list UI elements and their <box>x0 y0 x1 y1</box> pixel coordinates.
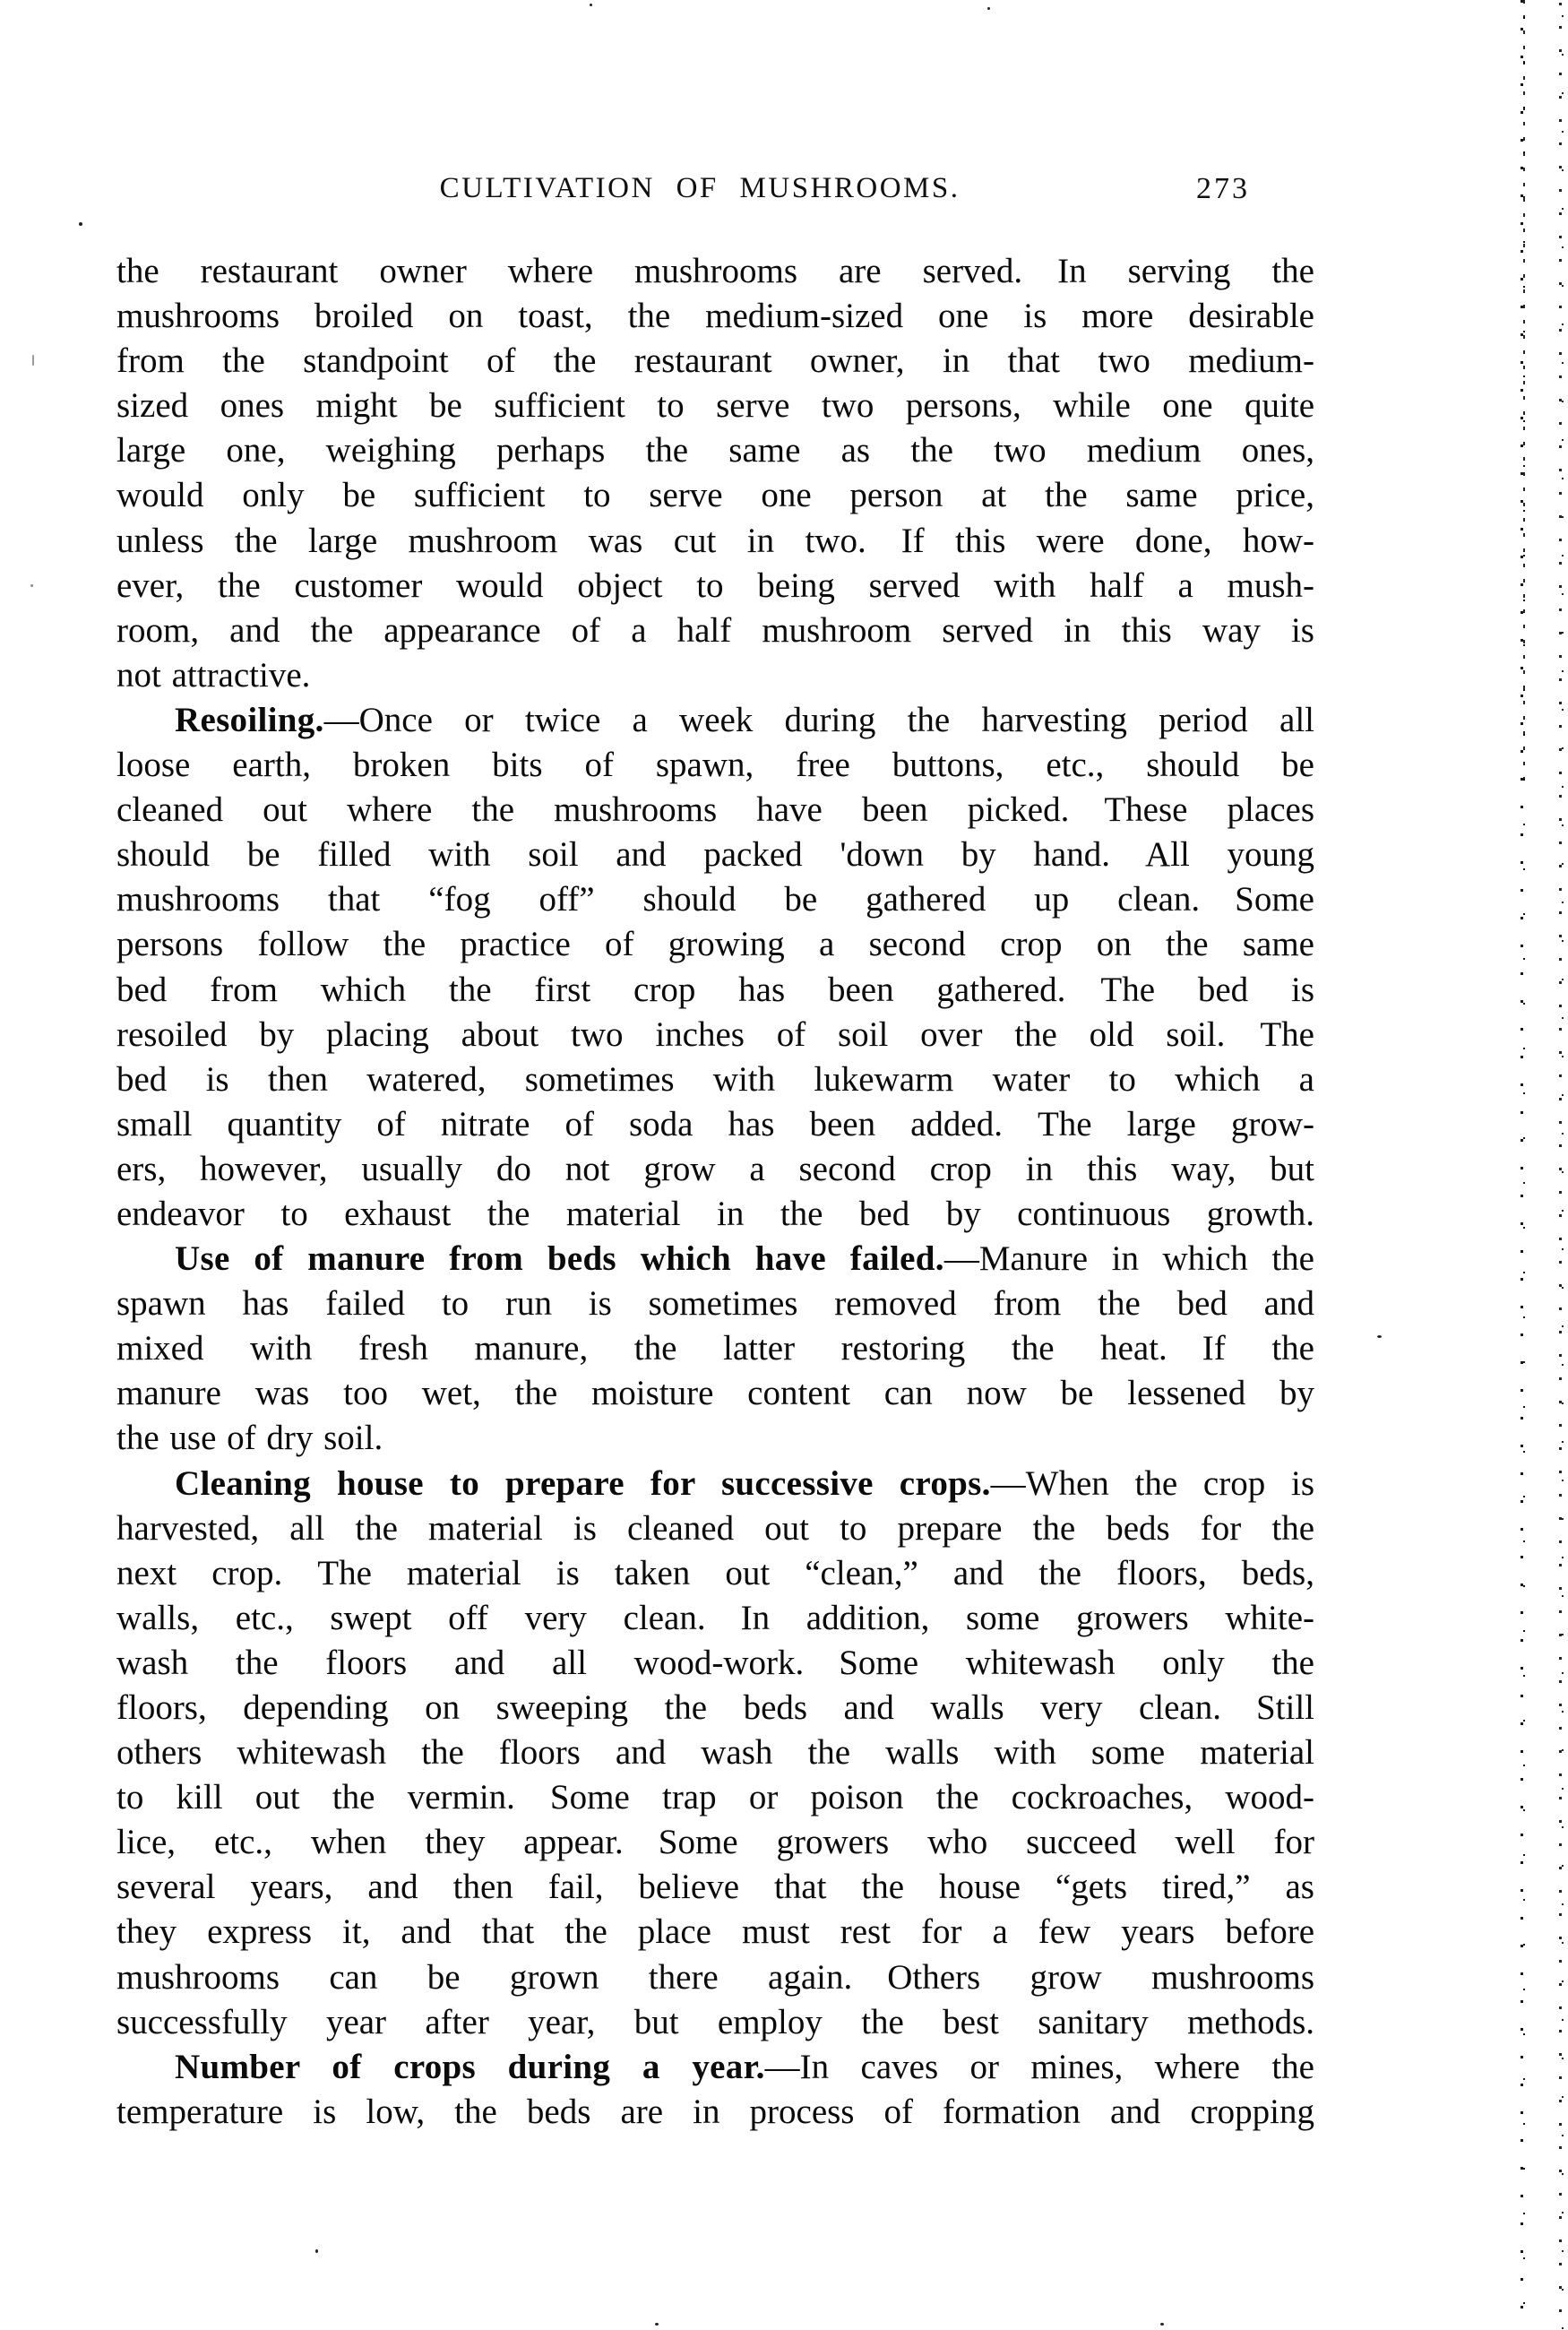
text-line: successfully year after year, but employ the best sanitary methods. <box>116 2002 1314 2041</box>
text-line: ever, the customer would object to being served with half a mush- <box>116 565 1314 605</box>
text-line: next crop. The material is taken out “clean,” and the floors, beds, <box>116 1553 1314 1592</box>
running-head-title: CULTIVATION OF MUSHROOMS. <box>439 172 961 204</box>
text-line: others whitewash the floors and wash the walls with some material <box>116 1733 1314 1773</box>
text-line: the use of dry soil. <box>116 1419 383 1458</box>
text-line: temperature is low, the beds are in process of formation and cropping <box>116 2092 1314 2131</box>
paragraph <box>116 1237 1314 1461</box>
scan-speck <box>79 222 82 226</box>
bold-lead: Use of manure from beds which have failed. <box>175 1239 944 1279</box>
paragraph <box>116 698 1314 1237</box>
text-line: to kill out the vermin. Some trap or poison the cockroaches, wood- <box>116 1778 1314 1817</box>
bold-lead: Cleaning house to prepare for successive crops. <box>175 1463 991 1503</box>
bold-lead: Resoiling. <box>175 700 324 739</box>
text-line: the restaurant owner where mushrooms are served. In serving the <box>116 252 1314 290</box>
text-line: loose earth, broken bits of spawn, free buttons, etc., should be <box>116 746 1314 785</box>
paragraph <box>116 249 1314 698</box>
text-line: Cleaning house to prepare for successive crops.—When the crop is <box>175 1463 1314 1503</box>
text-line: bed is then watered, sometimes with lukewarm water to which a <box>116 1059 1314 1099</box>
scan-noise-right-outer <box>1558 0 1564 2330</box>
text-line: not attractive. <box>116 655 311 695</box>
scan-noise-right-inner-top <box>1523 0 1526 789</box>
text-line: large one, weighing perhaps the same as the two medium ones, <box>116 431 1314 470</box>
text-line: room, and the appearance of a half mushroom served in this way is <box>116 610 1314 650</box>
text-line: several years, and then fail, believe that the house “gets tired,” as <box>116 1868 1314 1907</box>
bold-lead: Number of crops during a year. <box>175 2047 765 2086</box>
text-line: would only be sufficient to serve one person at the same price, <box>116 476 1314 515</box>
text-line: mushrooms broiled on toast, the medium-sized one is more desirable <box>116 297 1314 336</box>
text-line: small quantity of nitrate of soda has been added. The large grow- <box>116 1104 1314 1143</box>
scan-speck <box>315 2249 318 2253</box>
scan-noise-right-inner <box>1521 0 1526 2330</box>
text-line: manure was too wet, the moisture content can now be lessened by <box>116 1374 1314 1413</box>
text-line: they express it, and that the place must rest for a few years before <box>116 1912 1314 1952</box>
scan-speck <box>32 355 34 366</box>
text-line: resoiled by placing about two inches of soil over the old soil. The <box>116 1014 1314 1054</box>
text-line: mushrooms can be grown there again. Others grow mushrooms <box>116 1957 1314 1997</box>
scan-speck <box>1377 1335 1382 1338</box>
text-line: from the standpoint of the restaurant owner, in that two medium- <box>116 341 1314 381</box>
text-line: sized ones might be sufficient to serve two persons, while one quite <box>116 386 1314 426</box>
scan-speck <box>655 2323 659 2326</box>
text-line: wash the floors and all wood-work. Some whitewash only the <box>116 1643 1314 1682</box>
text-line: walls, etc., swept off very clean. In addition, some growers white- <box>116 1598 1314 1637</box>
scan-speck <box>590 4 592 6</box>
text-line: mushrooms that “fog off” should be gathered up clean. Some <box>116 880 1314 919</box>
scan-speck <box>30 584 33 587</box>
text-line: unless the large mushroom was cut in two. If this were done, how- <box>116 521 1314 560</box>
text-line: cleaned out where the mushrooms have been picked. These places <box>116 790 1314 830</box>
scan-speck <box>987 7 990 10</box>
paragraph <box>116 1462 1314 2045</box>
text-line: bed from which the first crop has been gathered. The bed is <box>116 970 1314 1009</box>
text-line: mixed with fresh manure, the latter restoring the heat. If the <box>116 1329 1314 1368</box>
text-column <box>116 249 1314 2135</box>
text-line: ers, however, usually do not grow a second crop in this way, but <box>116 1149 1314 1188</box>
text-line: endeavor to exhaust the material in the bed by continuous growth. <box>116 1194 1314 1233</box>
page-header <box>116 172 1314 211</box>
text-line: lice, etc., when they appear. Some growers who succeed well for <box>116 1823 1314 1862</box>
text-line: Resoiling.—Once or twice a week during the harvesting period all <box>175 700 1314 739</box>
text-line: spawn has failed to run is sometimes removed from the bed and <box>116 1284 1314 1324</box>
text-line: floors, depending on sweeping the beds and walls very clean. Still <box>116 1688 1314 1727</box>
page-number: 273 <box>1196 172 1250 205</box>
text-line: harvested, all the material is cleaned out to prepare the beds for the <box>116 1508 1314 1548</box>
text-line: should be filled with soil and packed 'down by hand. All young <box>116 835 1314 875</box>
text-line: Number of crops during a year.—In caves or mines, where the <box>175 2047 1314 2086</box>
paragraph <box>116 2045 1314 2135</box>
text-line: persons follow the practice of growing a second crop on the same <box>116 925 1314 964</box>
scan-speck <box>1160 2323 1164 2326</box>
text-line: Use of manure from beds which have failed.—Manure in which the <box>175 1239 1314 1279</box>
